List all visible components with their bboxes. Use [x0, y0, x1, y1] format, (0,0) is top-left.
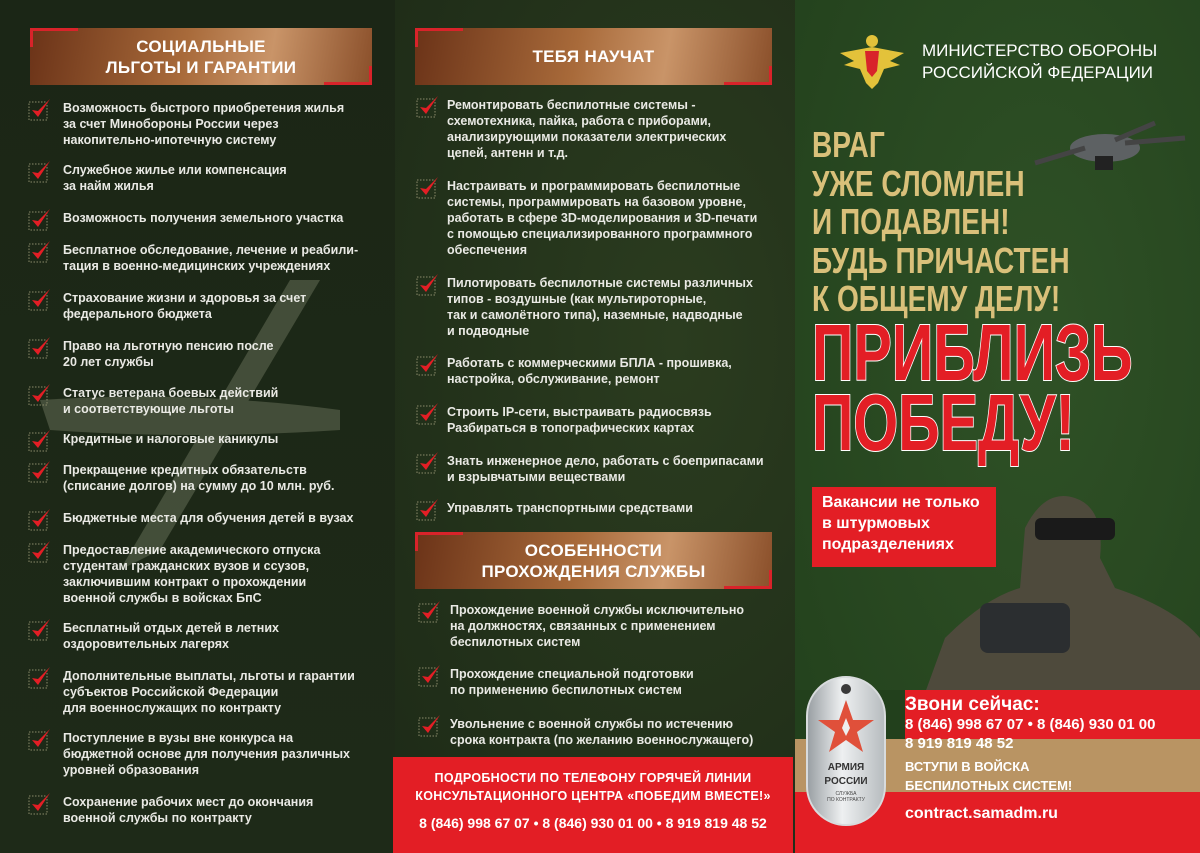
checkmark-icon [28, 459, 52, 483]
checkmark-icon [28, 428, 52, 452]
list-item-line: 20 лет службы [63, 355, 154, 369]
ministry-line: РОССИЙСКОЙ ФЕДЕРАЦИИ [922, 63, 1154, 82]
list-item [63, 462, 334, 494]
service-header [415, 532, 772, 589]
vacancies-line: в штурмовых [822, 515, 930, 532]
list-item [447, 275, 753, 339]
slogan [812, 126, 1070, 319]
checkmark-icon [28, 207, 52, 231]
tag-text: ПО КОНТРАКТУ [827, 797, 865, 803]
list-item-line: и соответствующие льготы [63, 402, 234, 416]
list-item-line: Предоставление академического отпуска [63, 543, 321, 557]
list-item [63, 162, 287, 194]
list-item-line: Возможность получения земельного участка [63, 211, 344, 225]
phones-line2[interactable]: 8 919 819 48 52 [905, 735, 1014, 752]
benefits-header [30, 28, 372, 85]
list-item-line: оздоровительных лагерях [63, 637, 230, 651]
tag-text: СЛУЖБА [835, 791, 857, 797]
checkmark-icon [28, 665, 52, 689]
list-item [447, 355, 732, 387]
call-label: Звони сейчас: [905, 694, 1040, 715]
slogan-line: УЖЕ СЛОМЛЕН [812, 162, 1025, 204]
list-item-line: Строить IP-сети, выстраивать радиосвязь [447, 405, 712, 419]
list-item-line: беспилотных систем [450, 635, 581, 649]
army-dogtag-logo [806, 676, 886, 826]
service-title-line: ОСОБЕННОСТИ [524, 540, 663, 560]
list-item-line: военной службы по контракту [63, 811, 252, 825]
list-item-line: бюджетной основе для получения различных [63, 747, 350, 761]
list-item-line: за найм жилья [63, 179, 154, 193]
list-item [63, 510, 353, 526]
list-item-line: тация в военно-медицинских учреждениях [63, 259, 331, 273]
training-header [415, 28, 772, 85]
checkmark-icon [416, 401, 440, 425]
list-item [63, 730, 350, 778]
list-item-line: уровней образования [63, 763, 200, 777]
list-item-line: на должностях, связанных с применением [450, 619, 716, 633]
list-item-line: студентам гражданских вузов и ссузов, [63, 559, 310, 573]
join-line: БЕСПИЛОТНЫХ СИСТЕМ! [905, 778, 1073, 793]
list-item-line: Разбираться в топографических картах [447, 421, 695, 435]
list-item-line: Знать инженерное дело, работать с боеприпасами [447, 454, 764, 468]
list-item-line: обеспечения [447, 243, 528, 257]
list-item-line: срока контракта (по желанию военнослужащего) [450, 733, 754, 747]
phones-line1[interactable]: 8 (846) 998 67 07 • 8 (846) 930 01 00 [905, 716, 1156, 733]
checkmark-icon [28, 239, 52, 263]
checkmark-icon [416, 352, 440, 376]
checkmark-icon [418, 713, 442, 737]
vacancies-line: подразделениях [822, 536, 954, 553]
list-item [63, 620, 279, 652]
list-item-line: федерального бюджета [63, 307, 212, 321]
list-item [447, 97, 726, 161]
headline-line: ПОБЕДУ! [812, 378, 1075, 467]
list-item-line: Возможность быстрого приобретения жилья [63, 101, 345, 115]
list-item-line: Дополнительные выплаты, льготы и гарантии [63, 669, 355, 683]
list-item [447, 404, 712, 436]
training-title: ТЕБЯ НАУЧАТ [532, 47, 655, 66]
ministry-line: МИНИСТЕРСТВО ОБОРОНЫ [922, 41, 1158, 60]
checkmark-icon [28, 382, 52, 406]
list-item [63, 794, 313, 826]
website-link[interactable]: contract.samadm.ru [905, 805, 1058, 822]
list-item-line: Бюджетные места для обучения детей в вузах [63, 511, 354, 525]
list-item [447, 500, 693, 516]
list-item-line: Поступление в вузы вне конкурса на [63, 731, 294, 745]
slogan-line: ВРАГ [812, 124, 885, 165]
list-item-line: Ремонтировать беспилотные системы - [447, 98, 696, 112]
list-item-line: и подводные [447, 324, 530, 338]
ministry-emblem-icon [830, 33, 914, 89]
list-item [63, 385, 278, 417]
list-item [63, 668, 355, 716]
list-item-line: за счет Минобороны России через [63, 117, 279, 131]
checkmark-icon [28, 287, 52, 311]
list-item-line: настройка, обслуживание, ремонт [447, 372, 660, 386]
checkmark-icon [416, 272, 440, 296]
list-item-line: Бесплатный отдых детей в летних [63, 621, 279, 635]
list-item-line: Пилотировать беспилотные системы различных [447, 276, 753, 290]
list-item [63, 242, 358, 274]
list-item-line: с помощью специализированного программного [447, 227, 753, 241]
red-star-icon [816, 698, 876, 754]
list-item [63, 431, 278, 447]
list-item [63, 210, 343, 226]
ministry-name [922, 40, 1157, 84]
checkmark-icon [28, 539, 52, 563]
join-line: ВСТУПИ В ВОЙСКА [905, 759, 1030, 774]
list-item-line: анализирующими показатели электрических [447, 130, 727, 144]
checkmark-icon [416, 175, 440, 199]
checkmark-icon [28, 159, 52, 183]
list-item-line: Работать с коммерческими БПЛА - прошивка, [447, 356, 732, 370]
list-item [447, 178, 757, 258]
list-item-line: Управлять транспортными средствами [447, 501, 693, 515]
list-item-line: типов - воздушные (как мультироторные, [447, 292, 707, 306]
list-item-line: Право на льготную пенсию после [63, 339, 274, 353]
list-item [63, 290, 306, 322]
checkmark-icon [416, 94, 440, 118]
vacancies-line: Вакансии не только [822, 494, 980, 511]
checkmark-icon [28, 97, 52, 121]
list-item-line: цепей, антенн и т.д. [447, 146, 568, 160]
list-item-line: так и самолётного типа), наземные, надводные [447, 308, 743, 322]
list-item-line: системы, программировать на базовом уровне, [447, 195, 746, 209]
checkmark-icon [416, 450, 440, 474]
list-item-line: заключившим контракт о прохождении [63, 575, 307, 589]
list-item [450, 602, 744, 650]
checkmark-icon [28, 335, 52, 359]
slogan-line: БУДЬ ПРИЧАСТЕН [812, 239, 1070, 281]
hotline-phones[interactable]: 8 (846) 998 67 07 • 8 (846) 930 01 00 • 8 919 819 48 52 [419, 815, 767, 831]
list-item-line: (списание долгов) на сумму до 10 млн. руб. [63, 479, 335, 493]
list-item-line: военной службы в войсках БпС [63, 591, 262, 605]
list-item [63, 100, 344, 148]
list-item-line: работать в сфере 3D-моделирования и 3D-печати [447, 211, 758, 225]
list-item-line: схемотехника, пайка, работа с приборами, [447, 114, 712, 128]
list-item-line: Прекращение кредитных обязательств [63, 463, 307, 477]
join-text [905, 757, 1072, 795]
slogan-line: И ПОДАВЛЕН! [812, 201, 1010, 242]
list-item-line: Страхование жизни и здоровья за счет [63, 291, 307, 305]
hotline-line1: ПОДРОБНОСТИ ПО ТЕЛЕФОНУ ГОРЯЧЕЙ ЛИНИИ [434, 771, 752, 785]
checkmark-icon [28, 791, 52, 815]
tag-text: АРМИЯ [827, 762, 865, 773]
list-item-line: Прохождение военной службы исключительно [450, 603, 745, 617]
list-item-line: Прохождение специальной подготовки [450, 667, 694, 681]
checkmark-icon [28, 727, 52, 751]
list-item-line: для военнослужащих по контракту [63, 701, 282, 715]
list-item-line: Служебное жилье или компенсация [63, 163, 287, 177]
list-item-line: Сохранение рабочих мест до окончания [63, 795, 314, 809]
service-title-line: ПРОХОЖДЕНИЯ СЛУЖБЫ [481, 561, 706, 581]
hotline-line2: КОНСУЛЬТАЦИОННОГО ЦЕНТРА «ПОБЕДИМ ВМЕСТЕ!» [415, 789, 771, 803]
tag-hole [841, 684, 851, 694]
list-item-line: и взрывчатыми веществами [447, 470, 626, 484]
checkmark-icon [418, 663, 442, 687]
list-item-line: Статус ветерана боевых действий [63, 386, 279, 400]
list-item-line: накопительно-ипотечную систему [63, 133, 277, 147]
list-item-line: по применению беспилотных систем [450, 683, 682, 697]
tag-text: РОССИИ [824, 776, 868, 787]
checkmark-icon [418, 599, 442, 623]
list-item [63, 338, 273, 370]
list-item-line: субъектов Российской Федерации [63, 685, 279, 699]
vacancies-box [812, 487, 996, 567]
slogan-line: К ОБЩЕМУ ДЕЛУ! [812, 278, 1061, 319]
list-item [63, 542, 320, 606]
headline-line: ПРИБЛИЗЬ [812, 308, 1133, 397]
benefits-title-line: ЛЬГОТЫ И ГАРАНТИИ [105, 57, 297, 77]
benefits-title-line: СОЦИАЛЬНЫЕ [136, 36, 266, 56]
checkmark-icon [28, 617, 52, 641]
headline [812, 308, 1133, 467]
list-item-line: Бесплатное обследование, лечение и реабили- [63, 243, 359, 257]
list-item-line: Настраивать и программировать беспилотные [447, 179, 741, 193]
list-item-line: Увольнение с военной службы по истечению [450, 717, 734, 731]
list-item [450, 716, 753, 748]
list-item-line: Кредитные и налоговые каникулы [63, 432, 279, 446]
list-item [450, 666, 694, 698]
list-item [447, 453, 764, 485]
hotline-box [393, 757, 793, 853]
checkmark-icon [28, 507, 52, 531]
checkmark-icon [416, 497, 440, 521]
